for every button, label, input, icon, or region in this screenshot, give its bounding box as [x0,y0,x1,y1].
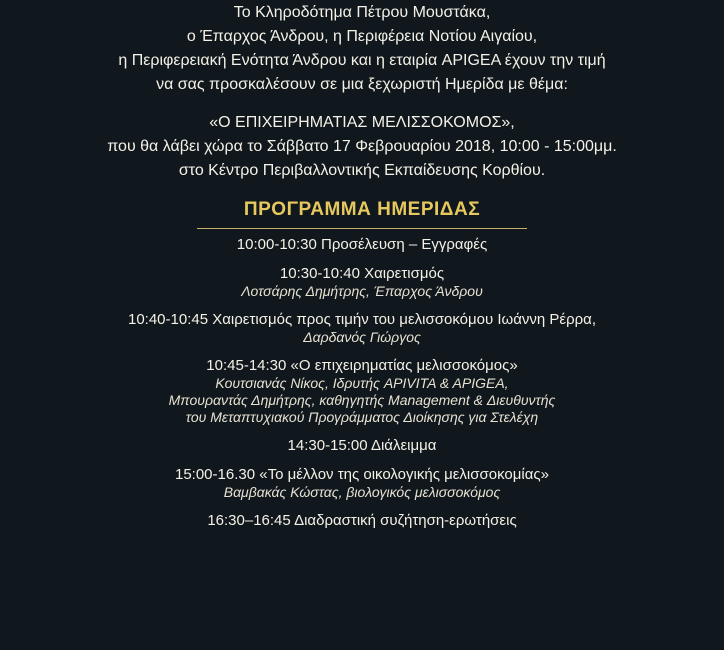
program-item-line: 16:30–16:45 Διαδραστική συζήτηση-ερωτήσεις [207,512,517,529]
program-item-break [0,436,724,455]
program-item-line: 14:30-15:00 Διάλειμμα [287,437,437,454]
intro-line: ο Έπαρχος Άνδρου, η Περιφέρεια Νοτίου Αιγαίου, [186,28,538,45]
intro-line: η Περιφερειακή Ενότητα Άνδρου και η εταιρία APIGEA έχουν την τιμή [118,52,606,69]
intro-paragraph [0,1,724,97]
program-item-line: 10:45-14:30 «Ο επιχειρηματίας μελισσοκόμος» [206,357,518,374]
speaker-line: Μπουραντάς Δημήτρης, καθηγητής Management & Διευθυντής [168,392,556,408]
program-item-line: 15:00-16.30 «Το μέλλον της οικολογικής μελισσοκομίας» [174,466,549,483]
program-item-honor [0,310,724,346]
program-item-main-talk [0,356,724,426]
intro-line: να σας προσκαλέσουν σε μια ξεχωριστή Ημερίδα με θέμα: [156,76,568,93]
speaker-line: Κουτσιανάς Νίκος, Ιδρυτής APIVITA & APIGEA, [215,375,509,391]
program-item-line: 10:40-10:45 Χαιρετισμός προς τιμήν του μελισσοκόμου Ιωάννη Ρέρρα, [127,311,596,328]
program-item-discussion [0,511,724,530]
event-date: που θα λάβει χώρα το Σάββατο 17 Φεβρουαρίου 2018, 10:00 - 15:00μμ. [107,138,617,155]
speaker-line: του Μεταπτυχιακού Προγράμματος Διοίκησης για Στελέχη [185,409,539,425]
intro-line: Το Κληροδότημα Πέτρου Μουστάκα, [233,4,491,21]
speaker-line: Βαμβακάς Κώστας, βιολογικός μελισσοκόμος [223,484,501,500]
program-item-line: 10:30-10:40 Χαιρετισμός [279,265,445,282]
speaker-line: Δαρδανός Γιώργος [303,329,421,345]
program-heading: ΠΡΟΓΡΑΜΜΑ ΗΜΕΡΙΔΑΣ [197,197,527,229]
program-item-line: 10:00-10:30 Προσέλευση – Εγγραφές [236,236,488,253]
program-item-welcome [0,264,724,300]
event-location: στο Κέντρο Περιβαλλοντικής Εκπαίδευσης Κορθίου. [178,162,546,179]
program-item-organic-talk [0,465,724,501]
event-details [0,111,724,183]
event-title: «Ο ΕΠΙΧΕΙΡΗΜΑΤΙΑΣ ΜΕΛΙΣΣΟΚΟΜΟΣ», [209,114,515,131]
program-list [0,235,724,530]
speaker-line: Λοτσάρης Δημήτρης, Έπαρχος Άνδρου [241,283,483,299]
program-item-arrival [0,235,724,254]
